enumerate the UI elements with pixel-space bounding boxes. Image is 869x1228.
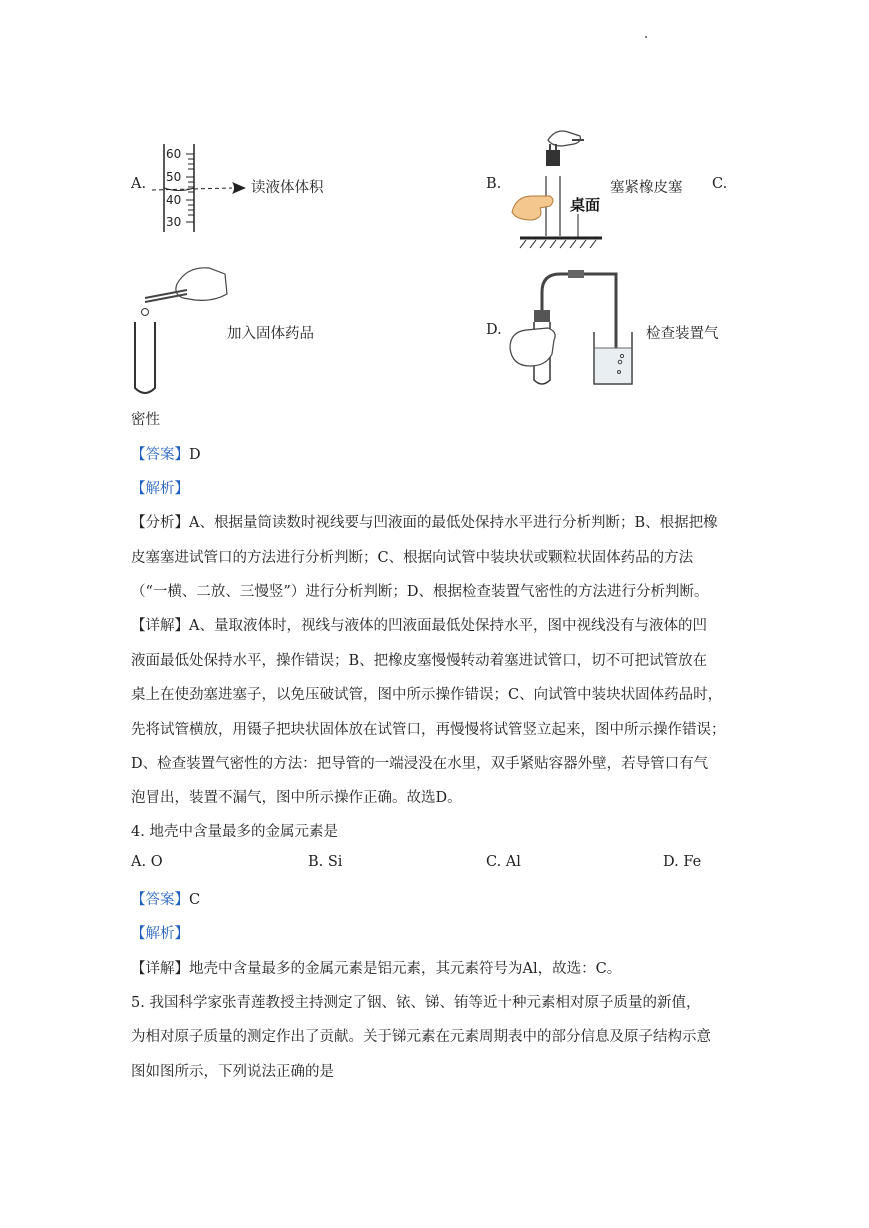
q3-xiangjie-line-1 [131,614,707,635]
option-c-letter: C. [712,176,728,192]
cylinder-tick-50: 50 [166,170,182,184]
q3-fenxi-line-2: 皮塞塞进试管口的方法进行分析判断；C、根据向试管中装块状或颗粒状固体药品的方法 [131,550,694,566]
page-mark-dot [645,36,647,38]
solid-granule-icon [142,309,149,316]
q3-fenxi-line-3: （“一横、二放、三慢竖”）进行分析判断；D、根据检查装置气密性的方法进行分析判断。 [131,584,709,600]
q5-line-1: 5. 我国科学家张青莲教授主持测定了铟、铱、锑、铕等近十种元素相对原子质量的新值， [131,995,701,1011]
stopper-icon [534,310,550,322]
q3-fenxi-text-1: A、根据量筒读数时视线要与凹液面的最低处保持水平进行分析判断；B、根据把橡 [189,515,718,531]
option-d-text-wrap: 密性 [131,412,160,428]
rubber-connector-icon [568,270,584,278]
q5-line-2: 为相对原子质量的测定作出了贡献。关于锑元素在元素周期表中的部分信息及原子结构示意 [131,1029,711,1045]
fenxi-tag: 【分析】 [131,515,189,531]
cylinder-tick-30: 30 [166,215,182,229]
analysis-tag: 【解析】 [131,481,189,497]
q3-xiangjie-line-5: D、检查装置气密性的方法：把导管的一端浸没在水里，双手紧贴容器外壁，若导管口有气 [131,756,709,772]
desk-label: 桌面 [570,196,601,214]
q3-xiangjie-line-3: 桌上在使劲塞进塞子，以免压破试管，图中所示操作错误；C、向试管中装块状固体药品时， [131,687,723,703]
option-a-text: 读液体体积 [251,180,324,196]
answer-tag: 【答案】 [131,892,189,908]
q4-option-d: D. Fe [663,854,702,870]
xiangjie-tag: 【详解】 [131,961,189,977]
rubber-stopper-figure [510,124,610,250]
eye-icon [232,182,246,194]
tweezers-test-tube-figure [125,262,235,400]
cylinder-tick-40: 40 [166,193,182,207]
q4-option-b: B. Si [308,854,343,870]
measuring-cylinder-figure [150,140,250,236]
q3-analysis-line [131,477,189,498]
analysis-tag: 【解析】 [131,926,189,942]
q4-option-a: A. O [131,854,163,870]
airtightness-apparatus-figure [506,244,636,390]
q4-xiangjie-line [131,957,621,978]
q4-option-c: C. Al [486,854,521,870]
q3-xiangjie-line-4: 先将试管横放，用镊子把块状固体放在试管口，再慢慢将试管竖立起来，图中所示操作错误； [131,722,726,738]
hand-top-icon [548,131,580,146]
q4-xiangjie-text: 地壳中含量最多的金属元素是铝元素，其元素符号为Al，故选：C。 [189,961,622,977]
rubber-stopper-icon [546,150,560,166]
q4-answer-line [131,888,200,909]
hand-icon [512,196,553,220]
cylinder-tick-60: 60 [166,147,182,161]
answer-tag: 【答案】 [131,447,189,463]
option-b-text: 塞紧橡皮塞 [610,180,683,196]
xiangjie-tag: 【详解】 [131,618,189,634]
option-c-text: 加入固体药品 [227,326,314,342]
q5-line-3: 图如图所示，下列说法正确的是 [131,1064,334,1080]
option-d-text: 检查装置气 [646,326,719,342]
q4-question: 4. 地壳中含量最多的金属元素是 [131,824,338,840]
q4-answer: C [189,892,201,908]
option-b-letter: B. [486,176,502,192]
q3-answer-line [131,443,201,464]
q3-xiangjie-text-1: A、量取液体时，视线与液体的凹液面最低处保持水平，图中视线没有与液体的凹 [189,618,707,634]
q3-answer: D [189,447,201,463]
test-tube-icon [135,322,155,393]
option-d-letter: D. [486,322,502,338]
option-a-letter: A. [131,176,147,192]
q3-xiangjie-line-2: 液面最低处保持水平，操作错误；B、把橡皮塞慢慢转动着塞进试管口，切不可把试管放在 [131,653,708,669]
q4-analysis-line [131,922,189,943]
q3-xiangjie-line-6: 泡冒出，装置不漏气，图中所示操作正确。故选D。 [131,790,462,806]
q3-fenxi-line-1 [131,511,718,532]
